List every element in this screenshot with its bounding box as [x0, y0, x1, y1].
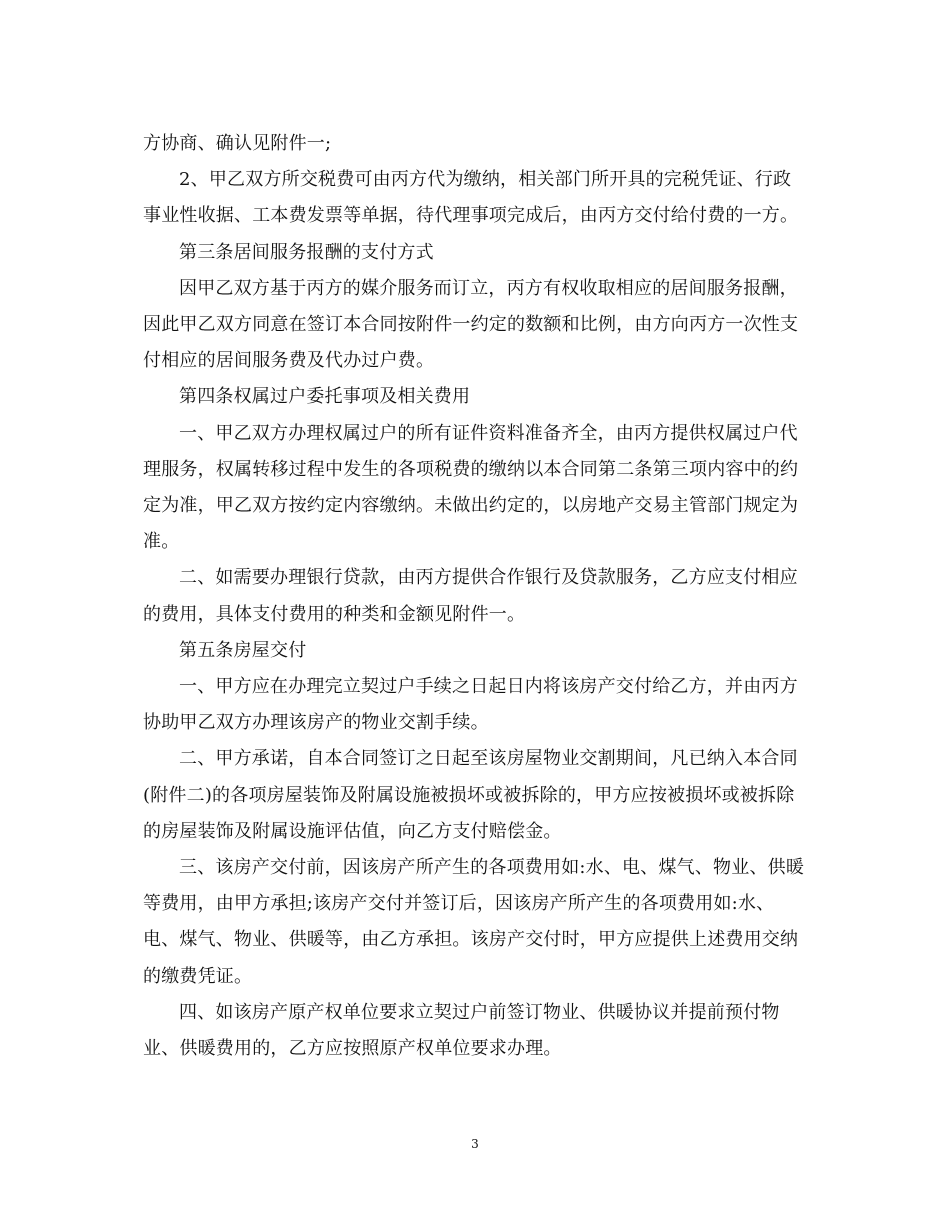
section-heading-article-4: 第四条权属过户委托事项及相关费用: [179, 386, 471, 408]
section-heading-article-5: 第五条房屋交付: [179, 639, 307, 661]
document-body: [143, 126, 807, 1067]
paragraph-house-delivery: 一、甲方应在办理完立契过户手续之日起日内将该房产交付给乙方，并由丙方协助甲乙双方办理该房产的物业交割手续。: [143, 676, 798, 734]
paragraph-utility-fees: 三、该房产交付前，因该房产所产生的各项费用如:水、电、煤气、物业、供暖等费用，由甲方承担;该房产交付并签订后，因该房产所产生的各项费用如:水、电、煤气、物业、供暖等，由乙方承担。该房产交付时，甲方应提供上述费用交纳的缴费凭证。: [143, 857, 805, 987]
page-number: 3: [471, 1137, 479, 1151]
paragraph-continuation: 方协商、确认见附件一;: [143, 133, 332, 154]
paragraph-brokerage-fee: 因甲乙双方基于丙方的媒介服务而订立，丙方有权收取相应的居间服务报酬，因此甲乙双方同意在签订本合同按附件一约定的数额和比例，由方向丙方一次性支付相应的居间服务费及代办过户费。: [143, 277, 799, 372]
paragraph-seller-promise: 二、甲方承诺，自本合同签订之日起至该房屋物业交割期间，凡已纳入本合同(附件二)的各项房屋装饰及附属设施被损坏或被拆除的，甲方应按被损坏或被拆除的房屋装饰及附属设施评估值，向乙方支付赔偿金。: [143, 748, 798, 842]
paragraph-tax-payment: 2、甲乙双方所交税费可由丙方代为缴纳，相关部门所开具的完税凭证、行政事业性收据、工本费发票等单据，待代理事项完成后，由丙方交付给付费的一方。: [143, 169, 799, 227]
section-heading-article-3: 第三条居间服务报酬的支付方式: [179, 241, 434, 263]
paragraph-property-agreement: 四、如该房产原产权单位要求立契过户前签订物业、供暖协议并提前预付物业、供暖费用的，乙方应按照原产权单位要求办理。: [143, 1001, 780, 1060]
paragraph-title-transfer: 一、甲乙双方办理权属过户的所有证件资料准备齐全，由丙方提供权属过户代理服务，权属转移过程中发生的各项税费的缴纳以本合同第二条第三项内容中的约定为准，甲乙双方按约定内容缴纳。未做出约定的，以房地产交易主管部门规定为准。: [143, 422, 799, 553]
paragraph-bank-loan: 二、如需要办理银行贷款，由丙方提供合作银行及贷款服务，乙方应支付相应的费用，具体支付费用的种类和金额见附件一。: [143, 567, 798, 625]
